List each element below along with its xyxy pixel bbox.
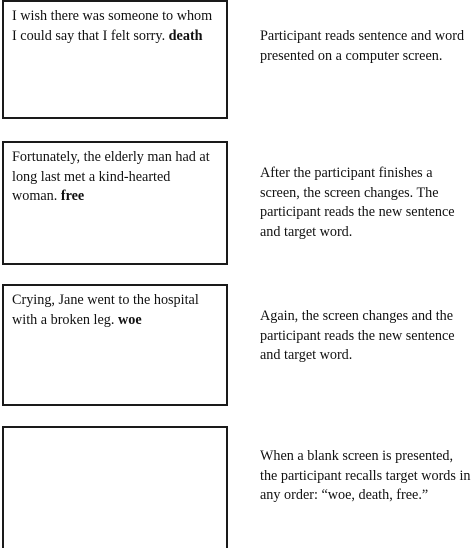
screen-4-blank: [2, 426, 228, 548]
screen-2: [2, 141, 228, 265]
screen-3-target-word: woe: [117, 311, 142, 328]
screen-2-target-word: free: [60, 188, 85, 204]
screen-4-description: When a blank screen is presented, the participant recalls target words in any order: “woe, death, free.”: [260, 448, 471, 503]
screen-1-description: Participant reads sentence and word presented on a computer screen.: [260, 28, 465, 64]
screen-3: [2, 284, 228, 406]
screen-1: [2, 0, 228, 119]
screen-2-sentence: Fortunately, the elderly man had at long last met a kind-hearted woman.: [12, 149, 210, 204]
screen-2-description: After the participant finishes a screen, the screen changes. The participant reads the new sentence and target word.: [260, 165, 455, 240]
screen-3-sentence: Crying, Jane went to the hospital with a broken leg.: [12, 292, 199, 328]
screen-1-sentence: I wish there was someone to whom I could say that I felt sorry.: [12, 8, 213, 44]
screen-3-description: Again, the screen changes and the participant reads the new sentence and target word.: [260, 308, 455, 363]
screen-1-target-word: death: [168, 27, 203, 44]
